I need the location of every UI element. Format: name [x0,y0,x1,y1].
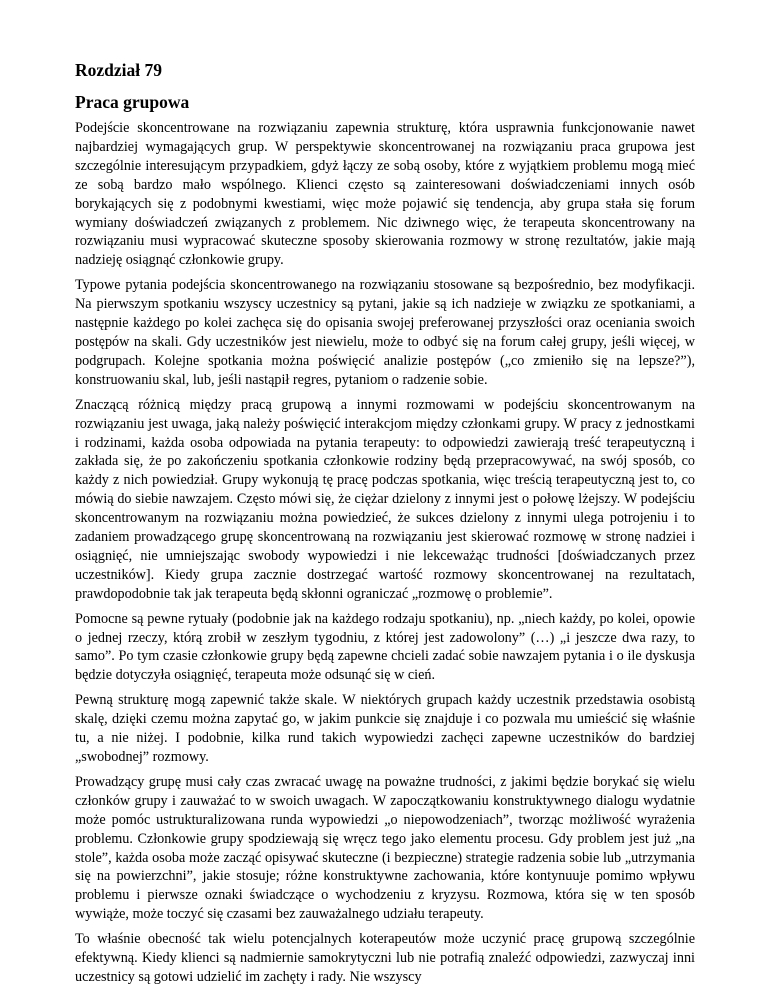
paragraph-1: Podejście skoncentrowane na rozwiązaniu zapewnia strukturę, która usprawnia funkcjonowanie nawet najbardziej wymagających grup. W perspektywie skoncentrowanej na rozwiązaniu praca grupowa jest szczególnie interesującym przypadkiem, gdyż łączy ze sobą osoby, które z wyjątkiem problemu mogą mieć ze sobą bardzo mało wspólnego. Klienci często są zainteresowani doświadczeniami innych osób borykających się z podobnymi kwestiami, więc może pojawić się tendencja, aby grupa stała się forum wymiany doświadczeń związanych z problemem. Nic dziwnego więc, że terapeuta skoncentrowany na rozwiązaniu musi wypracować skuteczne sposoby skierowania rozmowy w stronę rezultatów, jakie mają nadzieję osiągnąć członkowie grupy. [75,120,695,269]
paragraph-3: Znaczącą różnicą między pracą grupową a innymi rozmowami w podejściu skoncentrowanym na rozwiązaniu jest uwaga, jaką należy poświęcić interakcjom między członkami grupy. W pracy z jednostkami i rodzinami, każda osoba odpowiada na pytania terapeuty: to odpowiedzi zawierają treść terapeutyczną i zakłada się, że po zakończeniu spotkania członkowie rodziny będą przepracowywać, na swój sposób, co każdy z nich powiedział. Grupy wykonują tę pracę podczas spotkania, więc treścią terapeutyczną jest to, co mówią do siebie nawzajem. Często mówi się, że ciężar dzielony z innymi jest o połowę lżejszy. W podejściu skoncentrowanym na rozwiązaniu można powiedzieć, że sukces dzielony z innymi ulega potrojeniu i to zadaniem prowadzącego grupę skoncentrowaną na rozwiązaniu jest skierować rozmowę w stronę nadziei i osiągnięć, nie umniejszając swobody wypowiedzi i nie lekceważąc trudności [doświadczanych przez uczestników]. Kiedy grupa zacznie dostrzegać wartość rozmowy skoncentrowanej na rezultatach, prawdopodobnie tak jak terapeuta będą skłonni ograniczać „rozmowę o problemie”. [75,396,695,602]
paragraph-6: Prowadzący grupę musi cały czas zwracać uwagę na poważne trudności, z jakimi będzie borykać się wielu członków grupy i zauważać to w swoich uwagach. W zapoczątkowaniu konstruktywnego dialogu wydatnie może pomóc ustrukturalizowana runda wypowiedzi „o niepowodzeniach”, tworząc możliwość wyrażenia problemu. Członkowie grupy spodziewają się wręcz tego jako elementu procesu. Gdy problem jest już „na stole”, każda osoba może zacząć opisywać skuteczne (i bezpieczne) strategie radzenia sobie lub „utrzymania się na powierzchni”, jakie stosuje; różne konstruktywne zachowania, które kontynuuje pomimo wpływu problemu i pierwsze oznaki świadczące o wychodzeniu z kryzysu. Rozmowa, która się w ten sposób wywiąże, może toczyć się czasami bez zauważalnego udziału terapeuty. [75,773,695,923]
chapter-title: Rozdział 79 [75,60,163,80]
paragraph-5: Pewną strukturę mogą zapewnić także skale. W niektórych grupach każdy uczestnik przedstawia osobistą skalę, dzięki czemu można zapytać go, w jakim punkcie się znajduje i co pozwala mu umieścić się właśnie tu, a nie niżej. I podobnie, kilka rund takich wypowiedzi zachęci zapewne uczestników do bardziej „swobodnej” rozmowy. [75,692,695,765]
document-page [75,58,695,993]
paragraph-7: To właśnie obecność tak wielu potencjalnych koterapeutów może uczynić pracę grupową szczególnie efektywną. Kiedy klienci są nadmiernie samokrytyczni lub nie potrafią znaleźć odpowiedzi, zazwyczaj inni uczestnicy są gotowi udzielić im zachęty i rady. Nie wszyscy [75,931,695,985]
section-title: Praca grupowa [75,92,190,112]
paragraph-4: Pomocne są pewne rytuały (podobnie jak na każdego rodzaju spotkaniu), np. „niech każdy, po kolei, opowie o jednej rzeczy, którą zrobił w zeszłym tygodniu, z której jest zadowolony” (…) „i jeszcze dwa razy, to samo”. Po tym czasie członkowie grupy będą zapewne chcieli zadać sobie nawzajem pytania i o ile dyskusja będzie dotyczyła osiągnięć, terapeuta może odsunąć się w cień. [75,610,695,684]
paragraph-2: Typowe pytania podejścia skoncentrowanego na rozwiązaniu stosowane są bezpośrednio, bez modyfikacji. Na pierwszym spotkaniu wszyscy uczestnicy są pytani, jakie są ich nadzieje w związku ze spotkaniami, a następnie każdego po kolei zachęca się do opisania swojej preferowanej przyszłości oraz oceniania swoich postępów na skali. Gdy uczestników jest niewielu, może to odbyć się na forum całej grupy, jeśli więcej, w podgrupach. Kolejne spotkania można poświęcić analizie postępów („co zmieniło się na lepsze?”), konstruowaniu skal, lub, jeśli nastąpił regres, pytaniom o radzenie sobie. [75,277,695,388]
